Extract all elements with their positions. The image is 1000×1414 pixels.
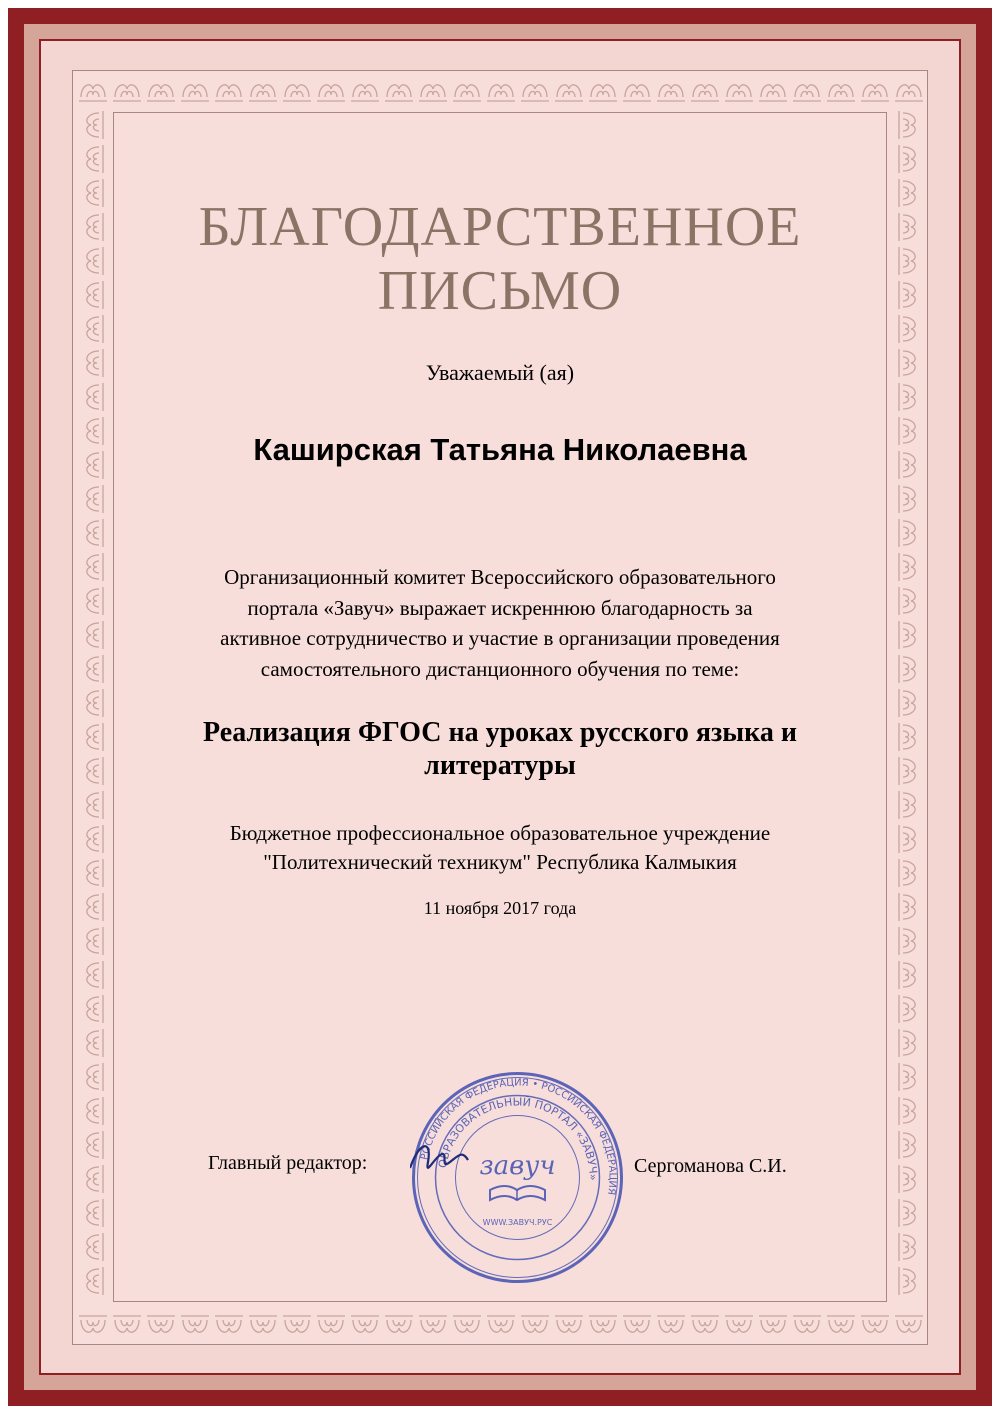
ornament-motif [215,85,243,101]
ornament-motif [899,417,915,445]
ornament-motif [487,85,515,101]
organization [150,819,850,877]
ornament-motif [87,247,103,275]
ornament-motif [87,1029,103,1057]
ornament-motif [899,1131,915,1159]
ornament-motif [899,791,915,819]
ornament-motif [827,85,855,101]
ornament-motif [899,655,915,683]
ornament-motif [87,1063,103,1091]
ornament-motif [87,961,103,989]
ornament-motif [87,655,103,683]
ornament-motif [87,1199,103,1227]
ornament-motif [899,893,915,921]
ornament-motif [181,1316,209,1332]
body-line: портала «Завуч» выражает искреннюю благодарность за [247,595,753,620]
ornament-motif [589,1316,617,1332]
ornament-motif [657,1316,685,1332]
stamp-inner-text: ОБРАЗОВАТЕЛЬНЫЙ ПОРТАЛ «ЗАВУЧ» [436,1095,600,1181]
ornament-motif [899,587,915,615]
ornament-motif [899,553,915,581]
ornament-motif [899,1029,915,1057]
ornament-motif [87,927,103,955]
ornament-motif [385,85,413,101]
ornament-motif [895,85,923,101]
ornament-motif [521,1316,549,1332]
topic-line: Реализация ФГОС на уроках русского языка и [203,717,797,748]
title-line-2: ПИСЬМО [377,260,623,322]
organization-line: Бюджетное профессиональное образовательное учреждение [229,821,771,845]
ornament-motif [899,179,915,207]
ornament-motif [317,1316,345,1332]
ornament-motif [899,1063,915,1091]
ornament-motif [87,1233,103,1261]
salutation: Уважаемый (ая) [425,360,575,385]
ornament-motif [899,1267,915,1295]
stamp-center-text: завуч [479,1151,556,1181]
ornament-motif [87,213,103,241]
ornament-motif [87,179,103,207]
ornament-motif [87,145,103,173]
ornament-motif [521,85,549,101]
ornament-motif [691,85,719,101]
ornament-motif [87,689,103,717]
ornament-motif [899,1199,915,1227]
ornament-motif [87,893,103,921]
ornament-motif [249,1316,277,1332]
ornament-motif [87,553,103,581]
ornament-motif [555,85,583,101]
ornament-motif [899,859,915,887]
ornament-motif [899,281,915,309]
ornament-motif [385,1316,413,1332]
ornament-motif [899,383,915,411]
ornament-motif [725,85,753,101]
ornament-motif [861,1316,889,1332]
ornament-motif [793,1316,821,1332]
ornament-motif [87,111,103,139]
ornament-motif [899,485,915,513]
ornament-motif [899,723,915,751]
body-paragraph [150,562,850,684]
ornament-motif [351,1316,379,1332]
ornament-motif [827,1316,855,1332]
ornament-motif [87,315,103,343]
ornament-motif [899,825,915,853]
ornament-motif [895,1316,923,1332]
ornament-motif [555,1316,583,1332]
ornament-motif [113,85,141,101]
ornament-motif [899,247,915,275]
ornament-motif [87,485,103,513]
stamp-url-text: WWW.ЗАВУЧ.РУС [482,1218,553,1227]
ornament-motif [87,723,103,751]
ornament-motif [87,1131,103,1159]
ornament-motif [725,1316,753,1332]
ornament-motif [759,85,787,101]
ornament-motif [87,349,103,377]
signatory-name: Сергоманова С.И. [634,1155,787,1177]
ornament-motif [317,85,345,101]
ornament-motif [899,213,915,241]
body-line: Организационный комитет Всероссийского образовательного [224,565,776,589]
ornament-motif [87,621,103,649]
ornament-motif [87,791,103,819]
topic-line: литературы [424,750,576,781]
ornament-motif [899,995,915,1023]
ornament-motif [351,85,379,101]
ornament-motif [87,417,103,445]
ornament-motif [899,1165,915,1193]
ornament-motif [87,451,103,479]
title-line-1: БЛАГОДАРСТВЕННОЕ [198,196,802,258]
ornament-motif [899,757,915,785]
recipient-name: Каширская Татьяна Николаевна [253,432,747,467]
ornament-motif [487,1316,515,1332]
ornament-motif [899,145,915,173]
ornament-motif [623,1316,651,1332]
ornament-motif [147,85,175,101]
ornament-motif [899,1233,915,1261]
course-topic [150,716,850,782]
ornament-motif [691,1316,719,1332]
ornament-motif [283,1316,311,1332]
ornament-motif [87,281,103,309]
stamp-outer-text: РОССИЙСКАЯ ФЕДЕРАЦИЯ • РОССИЙСКАЯ ФЕДЕРАЦИЯ [419,1077,618,1196]
ornament-motif [899,1097,915,1125]
body-line: активное сотрудничество и участие в организации проведения [220,626,780,650]
ornament-motif [453,85,481,101]
ornament-motif [899,315,915,343]
ornament-motif [899,927,915,955]
ornament-motif [899,111,915,139]
ornament-motif [453,1316,481,1332]
ornament-motif [899,961,915,989]
ornament-motif [87,825,103,853]
signature-label: Главный редактор: [208,1152,368,1174]
ornament-motif [79,85,107,101]
ornament-motif [79,1316,107,1332]
letter-title [113,195,887,323]
ornament-motif [113,1316,141,1332]
ornament-motif [87,757,103,785]
ornament-motif [899,621,915,649]
issue-date: 11 ноября 2017 года [423,898,577,918]
ornament-motif [87,859,103,887]
ornament-motif [87,519,103,547]
ornament-motif [759,1316,787,1332]
ornament-motif [87,1165,103,1193]
ornament-motif [899,349,915,377]
ornament-motif [861,85,889,101]
ornament-motif [419,1316,447,1332]
ornament-motif [87,1097,103,1125]
body-line: самостоятельного дистанционного обучения по теме: [260,656,740,681]
ornament-motif [87,383,103,411]
ornament-motif [657,85,685,101]
ornament-motif [899,451,915,479]
ornament-motif [623,85,651,101]
official-stamp-seal [410,1070,625,1285]
ornament-motif [87,587,103,615]
ornament-motif [899,519,915,547]
ornament-motif [899,689,915,717]
ornament-motif [589,85,617,101]
ornament-motif [215,1316,243,1332]
ornament-motif [181,85,209,101]
ornament-motif [793,85,821,101]
ornament-motif [87,995,103,1023]
ornament-motif [283,85,311,101]
ornament-motif [87,1267,103,1295]
ornament-motif [249,85,277,101]
ornament-motif [419,85,447,101]
organization-line: "Политехнический техникум" Республика Калмыкия [263,850,737,874]
ornament-motif [147,1316,175,1332]
